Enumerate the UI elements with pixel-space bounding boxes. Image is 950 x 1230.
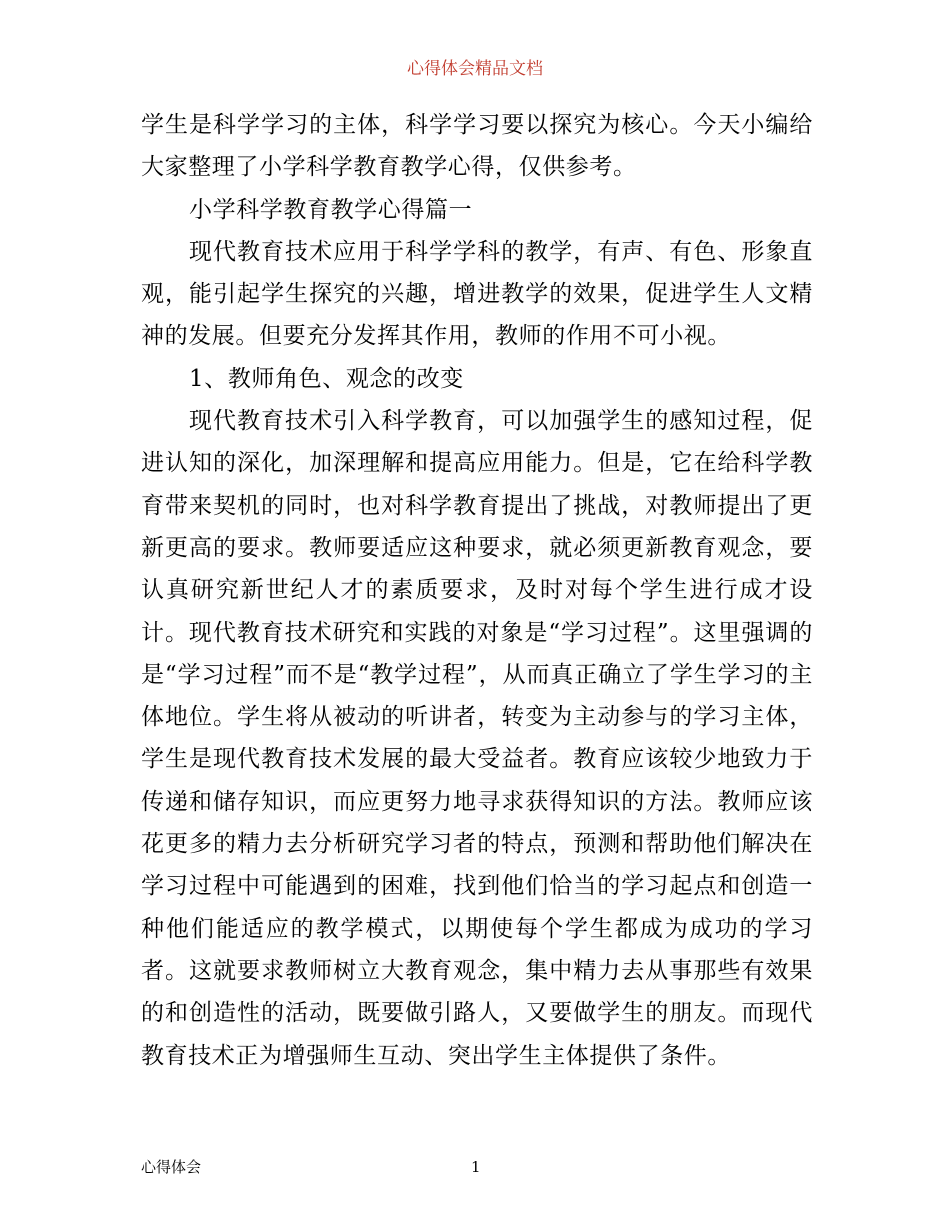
section-heading: 小学科学教育教学心得篇一 bbox=[189, 196, 473, 223]
page-number: 1 bbox=[471, 1158, 481, 1176]
body-paragraph: 现代教育技术引入科学教育，可以加强学生的感知过程，促进认知的深化，加深理解和提高应用能力。但是，它在给科学教育带来契机的同时，也对科学教育提出了挑战，对教师提出了更新更高的要求。教师要适应这种要求，就必须更新教育观念，要认真研究新世纪人才的素质要求，及时对每个学生进行成才设计。现代教育技术研究和实践的对象是“学习过程”。这里强调的是“学习过程”而不是“教学过程”，从而真正确立了学生学习的主体地位。学生将从被动的听讲者，转变为主动参与的学习主体，学生是现代教育技术发展的最大受益者。教育应该较少地致力于传递和储存知识，而应更努力地寻求获得知识的方法。教师应该花更多的精力去分析研究学习者的特点，预测和帮助他们解决在学习过程中可能遇到的困难，找到他们恰当的学习起点和创造一种他们能适应的教学模式，以期使每个学生都成为成功的学习者。这就要求教师树立大教育观念，集中精力去从事那些有效果的和创造性的活动，既要做引路人，又要做学生的朋友。而现代教育技术正为增强师生互动、突出学生主体提供了条件。 bbox=[141, 408, 813, 1069]
page-footer bbox=[141, 1156, 813, 1178]
page-header-title: 心得体会精品文档 bbox=[407, 59, 543, 79]
body-paragraph: 现代教育技术应用于科学学科的教学，有声、有色、形象直观，能引起学生探究的兴趣，增进教学的效果，促进学生人文精神的发展。但要充分发挥其作用，教师的作用不可小视。 bbox=[141, 238, 813, 350]
subsection-heading: 1、教师角色、观念的改变 bbox=[189, 365, 464, 392]
document-body bbox=[141, 104, 813, 1077]
intro-paragraph: 学生是科学学习的主体，科学学习要以探究为核心。今天小编给大家整理了小学科学教育教学心得，仅供参考。 bbox=[141, 112, 813, 181]
footer-label: 心得体会 bbox=[141, 1158, 202, 1176]
